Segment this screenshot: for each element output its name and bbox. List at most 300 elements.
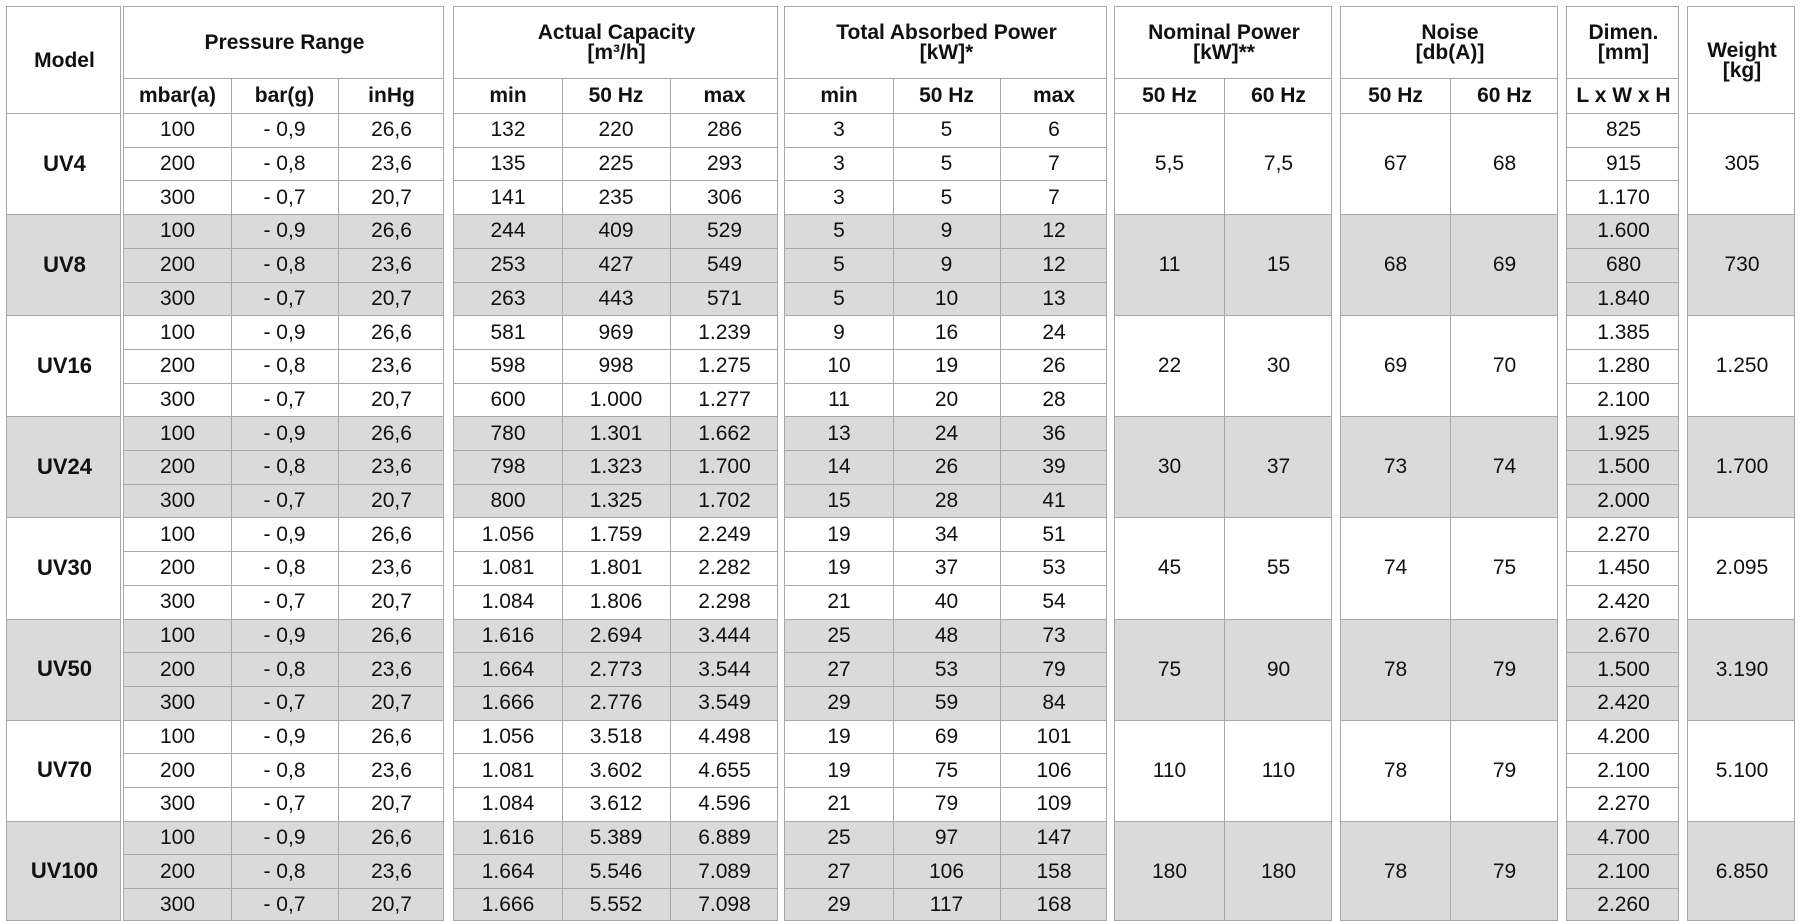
value-cell: 4.655 [698,758,751,782]
subheader-nom-1: 60 Hz [1251,84,1306,107]
value-cell: 200 [159,253,196,277]
value-cell: - 0,7 [263,286,306,310]
weight-value: 730 [1724,253,1760,277]
nominal-value: 5,5 [1154,152,1185,176]
value-cell: 10 [827,354,851,378]
dimension-value: 1.450 [1597,556,1650,580]
value-cell: 69 [934,724,959,748]
value-cell: 200 [159,657,196,681]
noise-value: 74 [1492,455,1517,479]
dimension-value: 2.000 [1597,489,1650,513]
noise-value: 73 [1383,455,1408,479]
value-cell: 84 [1042,691,1066,715]
dimension-value: 2.100 [1597,387,1650,411]
noise-value: 69 [1383,354,1408,378]
value-cell: 5.546 [589,859,643,883]
weight-value: 2.095 [1715,556,1769,580]
value-cell: 29 [827,691,851,715]
weight-value: 1.700 [1715,455,1769,479]
noise-value: 67 [1383,152,1408,176]
column-divider [1224,78,1225,921]
value-cell: - 0,9 [263,118,306,142]
header-noise-title: Noise [1421,21,1479,44]
value-cell: 200 [159,859,196,883]
value-cell: 19 [827,758,851,782]
value-cell: 1.081 [481,556,535,580]
value-cell: 23,6 [371,657,412,681]
dimension-value: 1.600 [1597,219,1650,243]
value-cell: 800 [490,489,526,513]
nominal-value: 90 [1266,657,1291,681]
value-cell: 168 [1036,893,1072,917]
value-cell: 5 [940,152,953,176]
value-cell: 147 [1036,826,1072,850]
value-cell: 1.084 [481,590,535,614]
value-cell: 135 [490,152,526,176]
value-cell: 20,7 [371,185,412,209]
value-cell: 100 [159,219,196,243]
dimension-value: 915 [1605,152,1642,176]
value-cell: 300 [159,185,196,209]
value-cell: 220 [598,118,634,142]
value-cell: 1.081 [481,758,535,782]
value-cell: 1.616 [481,826,535,850]
value-cell: 2.282 [698,556,751,580]
subheader-nom-0: 50 Hz [1142,84,1197,107]
dimension-value: 2.100 [1597,758,1650,782]
value-cell: 100 [159,522,196,546]
value-cell: 293 [706,152,743,176]
value-cell: - 0,7 [263,387,306,411]
nominal-value: 30 [1157,455,1182,479]
value-cell: 1.702 [698,489,751,513]
nominal-value: 180 [1151,859,1188,883]
subheader-abs-1: 50 Hz [919,84,974,107]
dimension-value: 1.170 [1597,185,1650,209]
value-cell: 1.084 [481,792,535,816]
dimension-value: 2.270 [1597,792,1650,816]
value-cell: 10 [934,286,959,310]
value-cell: 24 [1042,320,1066,344]
value-cell: 20,7 [371,691,412,715]
value-cell: - 0,9 [263,320,306,344]
nominal-value: 180 [1260,859,1297,883]
value-cell: 3 [833,118,845,142]
value-cell: 28 [934,489,959,513]
noise-value: 68 [1492,152,1517,176]
noise-value: 75 [1492,556,1517,580]
nominal-value: 30 [1266,354,1291,378]
header-wt [1688,7,1795,113]
value-cell: 1.323 [589,455,643,479]
value-cell: 5 [833,219,845,243]
value-cell: 300 [159,387,196,411]
value-cell: 5 [833,253,845,277]
value-cell: 132 [490,118,526,142]
dimension-value: 1.500 [1597,455,1650,479]
value-cell: 23,6 [371,253,412,277]
model-name: UV100 [30,858,99,884]
column-divider [1000,78,1001,921]
dimension-value: 4.700 [1597,826,1650,850]
value-cell: - 0,7 [263,185,306,209]
weight-value: 3.190 [1715,657,1769,681]
value-cell: 23,6 [371,152,412,176]
value-cell: 28 [1042,387,1066,411]
value-cell: 1.616 [481,623,535,647]
value-cell: - 0,8 [263,455,306,479]
header-nom-title: Nominal Power [1148,21,1300,44]
value-cell: - 0,7 [263,590,306,614]
header-wt-unit: [kg] [1722,58,1762,82]
value-cell: 253 [490,253,526,277]
weight-value: 6.850 [1715,859,1769,883]
value-cell: 26 [1042,354,1066,378]
value-cell: - 0,8 [263,758,306,782]
header-dim-unit: [mm] [1597,41,1650,64]
value-cell: 2.694 [589,623,643,647]
value-cell: 409 [598,219,634,243]
value-cell: 100 [159,118,196,142]
value-cell: 117 [929,893,964,917]
value-cell: 6.889 [698,826,751,850]
value-cell: 3 [833,185,845,209]
column-group-wt [1687,6,1795,921]
value-cell: 20,7 [371,792,412,816]
value-cell: 25 [827,623,851,647]
value-cell: 26,6 [371,522,412,546]
nominal-value: 45 [1157,556,1182,580]
value-cell: 2.249 [698,522,751,546]
dimension-value: 825 [1605,118,1642,142]
value-cell: 200 [159,354,196,378]
model-name: UV30 [36,554,93,580]
dimension-value: 4.200 [1597,724,1650,748]
value-cell: - 0,9 [263,421,306,445]
value-cell: 3.612 [589,792,643,816]
value-cell: 1.000 [589,387,643,411]
value-cell: 9 [940,253,953,277]
dimension-value: 680 [1605,253,1642,277]
value-cell: 300 [159,893,196,917]
value-cell: 53 [934,657,959,681]
value-cell: 5 [940,185,953,209]
dimension-value: 1.840 [1597,286,1650,310]
value-cell: 300 [159,691,196,715]
value-cell: 14 [827,455,851,479]
value-cell: 26,6 [371,320,412,344]
value-cell: 3.549 [698,691,751,715]
nominal-value: 15 [1266,253,1291,277]
value-cell: 7 [1048,152,1060,176]
header-nom [1115,7,1332,78]
header-dim [1567,7,1679,78]
value-cell: 3.602 [589,758,643,782]
value-cell: 23,6 [371,354,412,378]
value-cell: 5.552 [589,893,643,917]
value-cell: 16 [934,320,959,344]
value-cell: 21 [827,590,851,614]
nominal-value: 22 [1157,354,1182,378]
value-cell: 1.275 [698,354,751,378]
value-cell: 200 [159,152,196,176]
value-cell: 12 [1042,219,1066,243]
subheader-cap-0: min [489,84,527,107]
value-cell: 13 [1042,286,1066,310]
value-cell: 26,6 [371,724,412,748]
subheader-noise-1: 60 Hz [1477,84,1532,107]
value-cell: 1.301 [589,421,643,445]
value-cell: 1.700 [698,455,751,479]
value-cell: 2.776 [589,691,643,715]
value-cell: 969 [598,320,634,344]
value-cell: 3.544 [698,657,751,681]
value-cell: 571 [706,286,743,310]
nominal-value: 110 [1261,758,1296,782]
value-cell: 598 [490,354,526,378]
value-cell: - 0,7 [263,893,306,917]
value-cell: 3 [833,152,845,176]
value-cell: - 0,8 [263,859,306,883]
value-cell: 4.498 [698,724,751,748]
nominal-value: 55 [1266,556,1291,580]
noise-value: 78 [1383,758,1408,782]
value-cell: 235 [598,185,634,209]
model-name: UV4 [43,150,86,176]
subheader-noise-0: 50 Hz [1368,84,1423,107]
dimension-value: 2.270 [1597,522,1650,546]
value-cell: 1.325 [589,489,643,513]
value-cell: 75 [934,758,959,782]
value-cell: 12 [1042,253,1066,277]
header-wt-title: Weight [1707,38,1777,62]
value-cell: 1.759 [589,522,643,546]
value-cell: 34 [934,522,959,546]
value-cell: 41 [1042,489,1066,513]
value-cell: 109 [1036,792,1072,816]
header-abs-unit: [kW]* [919,41,974,64]
value-cell: 20,7 [371,590,412,614]
value-cell: - 0,9 [263,724,306,748]
value-cell: 11 [828,387,850,411]
noise-value: 68 [1383,253,1408,277]
value-cell: 1.056 [481,522,535,546]
header-cap-unit: [m³/h] [587,41,646,64]
value-cell: 7.098 [698,893,751,917]
value-cell: 23,6 [371,859,412,883]
header-nom-unit: [kW]** [1193,41,1255,64]
value-cell: 780 [490,421,526,445]
header-noise [1341,7,1558,78]
header-abs-title: Total Absorbed Power [836,21,1057,44]
value-cell: 26,6 [371,826,412,850]
value-cell: - 0,9 [263,522,306,546]
header-cap-title: Actual Capacity [537,21,696,44]
value-cell: 100 [159,724,196,748]
value-cell: 244 [490,219,526,243]
value-cell: 24 [934,421,959,445]
value-cell: - 0,8 [263,657,306,681]
value-cell: 1.806 [589,590,643,614]
nominal-value: 11 [1158,253,1181,277]
value-cell: 20 [934,387,959,411]
dimension-value: 2.420 [1597,590,1650,614]
value-cell: 79 [1042,657,1066,681]
value-cell: 300 [159,489,196,513]
header-abs [785,7,1107,78]
value-cell: 300 [159,286,196,310]
value-cell: 5.389 [589,826,643,850]
value-cell: 20,7 [371,387,412,411]
value-cell: - 0,7 [263,691,306,715]
value-cell: 20,7 [371,489,412,513]
column-divider [562,78,563,921]
value-cell: 998 [598,354,634,378]
value-cell: 600 [490,387,526,411]
model-name: UV50 [36,656,93,682]
value-cell: 19 [827,724,851,748]
value-cell: 1.239 [698,320,751,344]
noise-value: 69 [1492,253,1517,277]
value-cell: 158 [1036,859,1072,883]
value-cell: 26,6 [371,118,412,142]
value-cell: 1.056 [481,724,535,748]
dimension-value: 1.925 [1597,421,1650,445]
value-cell: 39 [1042,455,1066,479]
subheader-abs-0: min [820,84,858,107]
model-name: UV8 [43,251,86,277]
noise-value: 70 [1492,354,1517,378]
header-press: Pressure Range [204,31,365,54]
value-cell: 100 [159,623,196,647]
value-cell: 26,6 [371,421,412,445]
subheader-cap-1: 50 Hz [588,84,644,107]
value-cell: 15 [827,489,851,513]
value-cell: 51 [1042,522,1066,546]
model-name: UV70 [36,757,93,783]
dimension-value: 1.500 [1597,657,1650,681]
noise-value: 74 [1383,556,1408,580]
value-cell: 29 [827,893,851,917]
value-cell: 79 [934,792,959,816]
value-cell: - 0,9 [263,219,306,243]
value-cell: 1.666 [481,691,535,715]
value-cell: - 0,7 [263,792,306,816]
value-cell: 7.089 [698,859,751,883]
value-cell: 19 [827,522,851,546]
value-cell: 2.773 [589,657,643,681]
value-cell: 263 [490,286,526,310]
value-cell: 27 [827,657,851,681]
value-cell: 200 [159,758,196,782]
noise-value: 79 [1492,657,1517,681]
dimension-value: 2.670 [1597,623,1650,647]
value-cell: 23,6 [371,556,412,580]
value-cell: 1.662 [698,421,751,445]
nominal-value: 37 [1266,455,1291,479]
subheader-abs-2: max [1032,84,1076,107]
nominal-value: 75 [1157,657,1182,681]
weight-value: 5.100 [1715,758,1769,782]
value-cell: 26,6 [371,219,412,243]
header-cap [454,7,778,78]
value-cell: 306 [706,185,743,209]
noise-value: 79 [1492,859,1517,883]
subheader-press-1: bar(g) [254,84,315,107]
column-group-press [123,6,444,921]
column-group-model [6,6,121,921]
column-divider [338,78,339,921]
value-cell: 101 [1036,724,1072,748]
value-cell: 37 [934,556,959,580]
value-cell: 581 [490,320,526,344]
value-cell: 443 [598,286,634,310]
value-cell: 141 [490,185,526,209]
value-cell: 21 [827,792,851,816]
header-noise-unit: [db(A)] [1415,41,1485,64]
value-cell: 25 [827,826,851,850]
value-cell: 427 [598,253,634,277]
value-cell: 48 [934,623,959,647]
value-cell: 300 [159,792,196,816]
dimension-value: 2.100 [1597,859,1650,883]
header-dim-title: Dimen. [1588,21,1659,44]
value-cell: 798 [490,455,526,479]
value-cell: 19 [827,556,851,580]
column-group-cap [453,6,778,921]
value-cell: - 0,8 [263,556,306,580]
value-cell: 1.666 [481,893,535,917]
column-group-noise [1340,6,1558,921]
value-cell: - 0,9 [263,623,306,647]
value-cell: 200 [159,455,196,479]
value-cell: 9 [940,219,953,243]
value-cell: 200 [159,556,196,580]
value-cell: 20,7 [371,893,412,917]
value-cell: 73 [1042,623,1066,647]
subheader-press-0: mbar(a) [138,84,217,107]
value-cell: 13 [827,421,851,445]
value-cell: 106 [1036,758,1072,782]
dimension-value: 1.280 [1597,354,1650,378]
value-cell: - 0,9 [263,826,306,850]
dimension-value: 1.385 [1597,320,1650,344]
weight-value: 1.250 [1715,354,1769,378]
model-name: UV16 [36,352,93,378]
noise-value: 78 [1383,657,1408,681]
value-cell: 529 [706,219,743,243]
value-cell: 100 [159,320,196,344]
value-cell: 1.277 [698,387,751,411]
value-cell: - 0,8 [263,354,306,378]
value-cell: 5 [940,118,953,142]
value-cell: 4.596 [698,792,751,816]
value-cell: 26,6 [371,623,412,647]
noise-value: 78 [1383,859,1408,883]
value-cell: 2.298 [698,590,751,614]
value-cell: 6 [1048,118,1060,142]
subheader-dim-0: L x W x H [1576,84,1671,107]
noise-value: 79 [1492,758,1517,782]
value-cell: - 0,7 [263,489,306,513]
value-cell: 7 [1048,185,1060,209]
value-cell: 100 [159,421,196,445]
nominal-value: 110 [1152,758,1187,782]
value-cell: 286 [706,118,743,142]
value-cell: 1.664 [481,859,535,883]
value-cell: 225 [598,152,634,176]
nominal-value: 7,5 [1263,152,1294,176]
